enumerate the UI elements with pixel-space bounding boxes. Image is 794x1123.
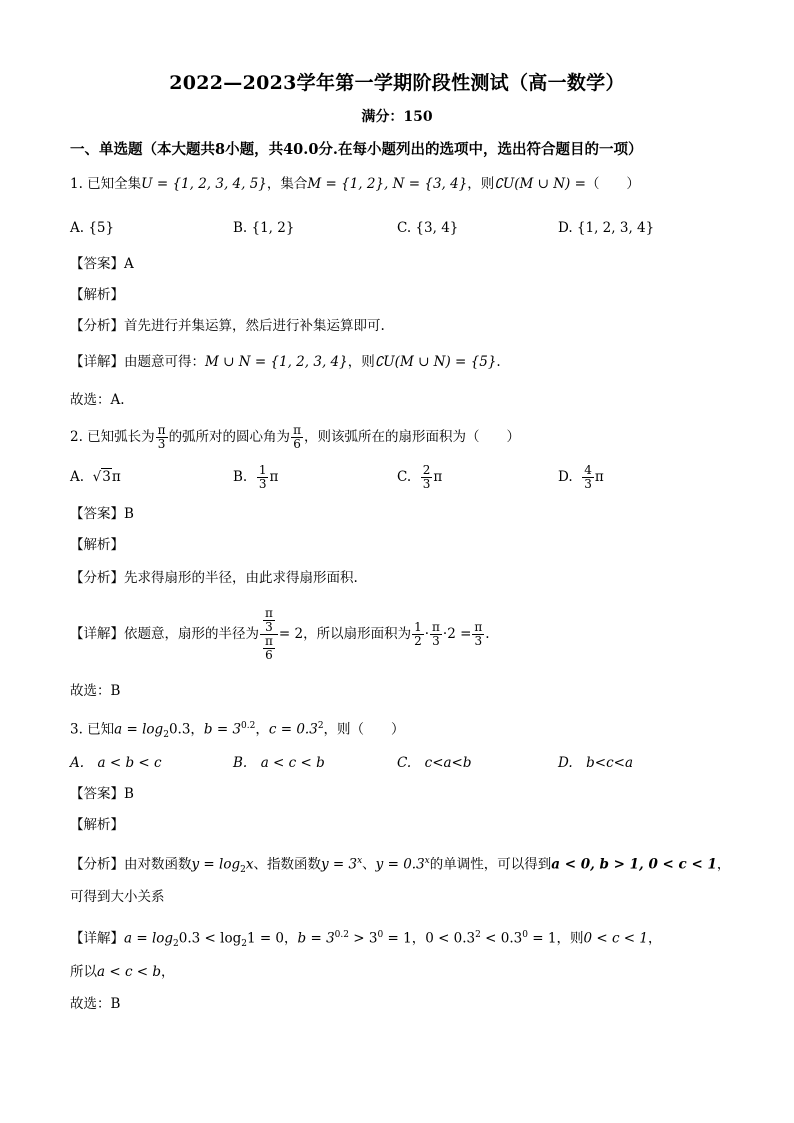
q1-answer: 【答案】A: [70, 256, 134, 272]
q3-option-d: D. b<c<a: [558, 755, 634, 771]
q2-stem: 2. 已知弧长为 $\frac{\pi}{3}$ 的弧所对的圆心角为 $\frac{\pi}{6}$ ，则该弧所在的扇形面积为（ ）: [70, 423, 520, 451]
q3-conclusion: 所以a < c < b，: [70, 964, 175, 980]
q1-choose: 故选：A.: [70, 392, 125, 408]
q1-fenxi: 【分析】首先进行并集运算，然后进行补集运算即可.: [70, 318, 385, 334]
page-title: 2022—2023学年第一学期阶段性测试（高一数学）: [169, 72, 625, 94]
q2-analysis-tag: 【解析】: [70, 537, 124, 553]
q2-arc-fraction: $\frac{\pi}{3}$: [157, 423, 166, 451]
q2-angle-fraction: $\frac{\pi}{6}$: [293, 423, 301, 451]
q1-option-b: B. {1, 2}: [233, 220, 295, 236]
q3-option-c: C. c<a<b: [397, 755, 472, 771]
q2-fenxi: 【分析】先求得扇形的半径，由此求得扇形面积.: [70, 570, 358, 586]
q3-option-b: B. a < c < b: [233, 755, 325, 771]
q1-sets: M = {1, 2}, N = {3, 4}: [307, 176, 468, 192]
q3-fenxi: 【分析】由对数函数$y = \log_2x$、指数函数$y = 3^x$、$y = 0.3^x$的单调性，可以得到a < 0, b > 1, 0 < c < 1，: [70, 856, 731, 876]
q2-option-d: D. $\frac{4}{3}$ π: [558, 463, 604, 491]
q1-analysis-tag: 【解析】: [70, 287, 124, 303]
q1-stem: 1. 已知全集U = {1, 2, 3, 4, 5}，集合M = {1, 2}, N = {3, 4}，则∁U(M ∪ N) =（ ）: [70, 176, 640, 192]
q1-option-a: A. {5}: [70, 220, 115, 236]
q2-answer: 【答案】B: [70, 506, 134, 522]
q1-universal-set: U = {1, 2, 3, 4, 5}: [141, 176, 267, 192]
q2-option-a: A. √3π: [70, 469, 121, 485]
q2-choose: 故选：B: [70, 683, 121, 699]
q3-fenxi-line2: 可得到大小关系: [70, 889, 165, 905]
q2-detail: 【详解】依题意，扇形的半径为 $\frac{\frac{\pi}{3}}{\frac{\pi}{6}}$ = 2，所以扇形面积为 $\frac{1}{2}$ · $\frac{\pi}{3}$ ·2 = $\frac{\pi}{3}$ .: [70, 606, 490, 662]
q1-expression: ∁U(M ∪ N) =: [494, 176, 586, 192]
q3-answer: 【答案】B: [70, 786, 134, 802]
q2-radius-fraction: $\frac{\frac{\pi}{3}}{\frac{\pi}{6}}$: [260, 607, 278, 662]
q3-option-a: A. a < b < c: [70, 755, 162, 771]
section-heading: 一、单选题（本大题共8小题，共40.0分.在每小题列出的选项中，选出符合题目的一项）: [70, 141, 643, 158]
full-score: 满分：150: [361, 109, 433, 125]
q3-bold-condition: a < 0, b > 1, 0 < c < 1: [551, 856, 717, 873]
q1-option-d: D. {1, 2, 3, 4}: [558, 220, 655, 236]
q1-option-c: C. {3, 4}: [397, 220, 459, 236]
q3-analysis-tag: 【解析】: [70, 817, 124, 833]
q1-detail: 【详解】由题意可得：M ∪ N = {1, 2, 3, 4}，则∁U(M ∪ N) = {5}.: [70, 354, 501, 370]
q3-choose: 故选：B: [70, 996, 121, 1012]
q3-stem: 3. 已知$a = \log_20.3$，$b = 3^{0.2}$，$c = 0.3^2$，则（ ）: [70, 721, 405, 741]
q2-option-c: C. $\frac{2}{3}$ π: [397, 463, 443, 491]
q2-option-b: B. $\frac{1}{3}$ π: [233, 463, 279, 491]
q3-detail: 【详解】$a = \log_20.3 < \log_21 = 0$，$b = 3^{0.2} > 3^0 = 1$，$0 < 0.3^2 < 0.3^0 = 1$，则0 < c < 1，: [70, 930, 662, 950]
